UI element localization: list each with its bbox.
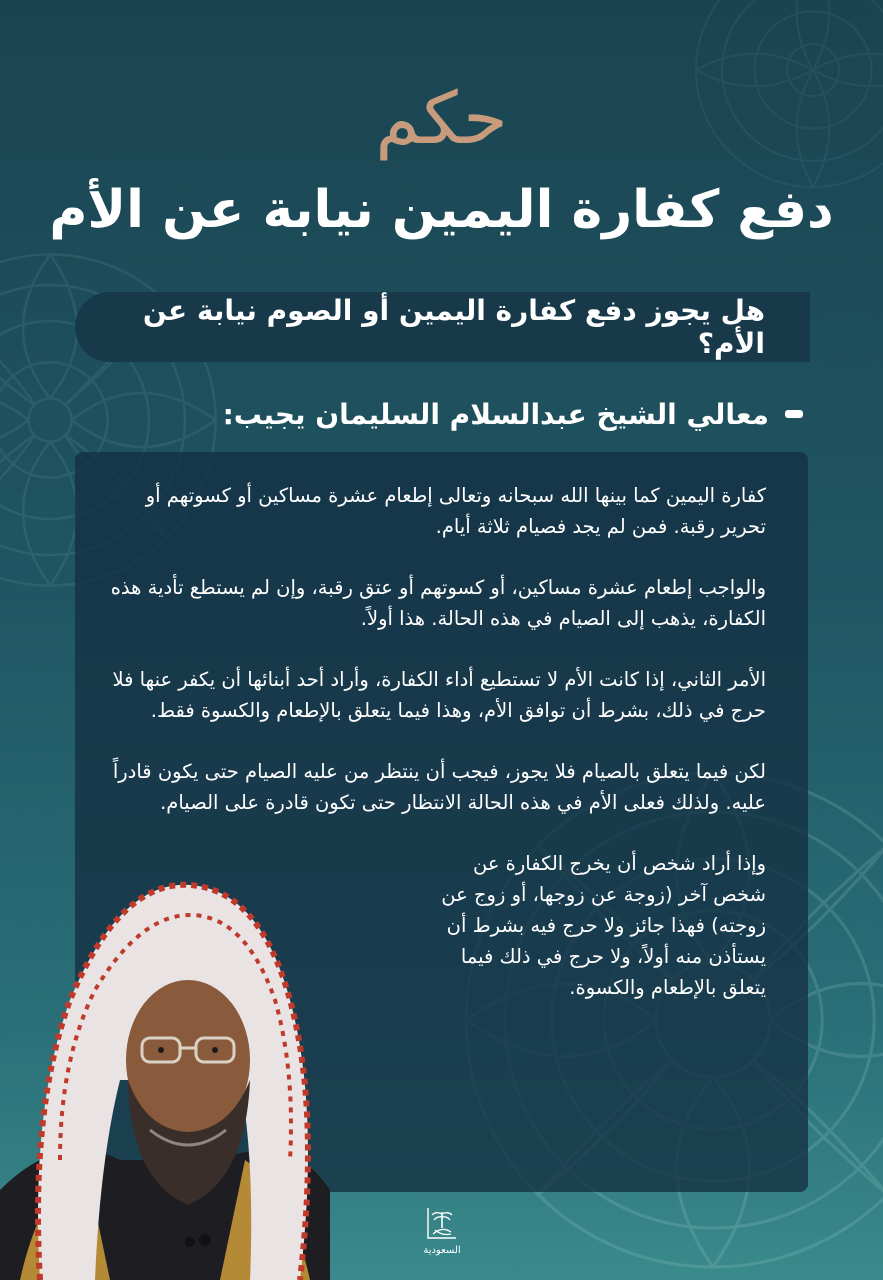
answer-paragraph: الأمر الثاني، إذا كانت الأم لا تستطيع أداء الكفارة، وأراد أحد أبنائها أن يكفر عنها فلا حرج في ذلك، بشرط أن توافق الأم، وهذا فيما يتعلق بالإطعام والكسوة فقط.: [112, 668, 766, 722]
sheikh-portrait: [0, 860, 330, 1280]
logo-text: السعودية: [423, 1245, 461, 1256]
answer-paragraph: وإذا أراد شخص أن يخرج الكفارة عن شخص آخر (زوجة عن زوجها، أو زوج عن زوجته) فهذا جائز ولا حرج فيه بشرط أن يستأذن منه أولاً، ولا حرج في ذلك فيما يتعلق بالإطعام والكسوة.: [441, 852, 766, 999]
answer-paragraph: والواجب إطعام عشرة مساكين، أو كسوتهم أو عتق رقبة، وإن لم يستطع تأدية هذه الكفارة، يذهب إلى الصيام في هذه الحالة. هذا أولاً.: [110, 576, 766, 630]
speaker-text: معالي الشيخ عبدالسلام السليمان يجيب:: [222, 397, 769, 431]
brand-logo: [418, 1206, 466, 1268]
answer-paragraph: لكن فيما يتعلق بالصيام فلا يجوز، فيجب أن ينتظر من عليه الصيام حتى يكون قادراً عليه. ولذلك فعلى الأم في هذه الحالة الانتظار حتى تكون قادرة على الصيام.: [112, 760, 766, 814]
question-banner: [75, 292, 810, 362]
question-text: هل يجوز دفع كفارة اليمين أو الصوم نيابة عن الأم؟: [142, 294, 765, 360]
answer-paragraph: كفارة اليمين كما بينها الله سبحانه وتعالى إطعام عشرة مساكين أو كسوتهم أو تحرير رقبة. فمن لم يجد فصيام ثلاثة أيام.: [145, 484, 766, 538]
speaker-heading: [200, 392, 803, 436]
bullet-icon: [785, 410, 803, 418]
palm-swords-emblem-icon: [426, 1206, 458, 1240]
page-title: دفع كفارة اليمين نيابة عن الأم: [49, 180, 834, 240]
title-label: حكم: [375, 76, 508, 160]
